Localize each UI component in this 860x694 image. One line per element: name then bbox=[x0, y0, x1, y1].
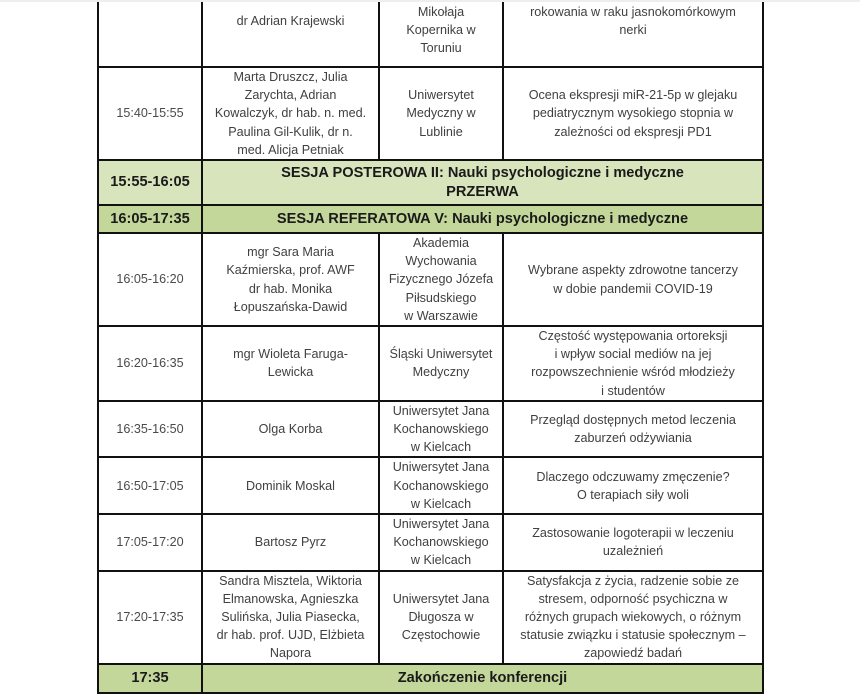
authors-line: Napora bbox=[269, 646, 312, 661]
authors-cell bbox=[202, 0, 379, 67]
talk-row bbox=[98, 457, 763, 514]
authors-line: Kowalczyk, dr hab. n. med. bbox=[214, 106, 367, 121]
institution-cell bbox=[379, 326, 503, 401]
institution-line: Fizycznego Józefa bbox=[388, 272, 494, 287]
title-line: różnych grupach wiekowych, o różnym bbox=[524, 610, 742, 625]
title-line: Częstość występowania ortoreksji bbox=[538, 329, 728, 344]
time-cell: 17:05-17:20 bbox=[98, 514, 202, 571]
institution-line: Piłsudskiego bbox=[405, 290, 477, 305]
time-cell bbox=[98, 0, 202, 67]
institution-line: Śląski Uniwersytet bbox=[389, 347, 493, 362]
talk-row bbox=[98, 401, 763, 458]
section-title bbox=[202, 664, 763, 693]
authors-line: med. Alicja Petniak bbox=[237, 142, 344, 157]
institution-line: Uniwersytet Jana bbox=[392, 460, 490, 475]
institution-line: w Warszawie bbox=[404, 308, 478, 323]
title-line: Satysfakcja z życia, radzenie sobie ze bbox=[526, 573, 740, 588]
institution-line: w Kielcach bbox=[410, 496, 472, 511]
lines-line: SESJA REFERATOWA V: Nauki psychologiczne i medyczne bbox=[276, 210, 689, 227]
authors-cell bbox=[202, 401, 379, 458]
time-cell: 15:40-15:55 bbox=[98, 67, 202, 160]
time-cell: 16:05-17:35 bbox=[98, 205, 202, 233]
institution-cell bbox=[379, 401, 503, 458]
poster-session-row bbox=[98, 160, 763, 205]
title-line: zależności od ekspresji PD1 bbox=[554, 124, 712, 139]
time-cell: 16:20-16:35 bbox=[98, 326, 202, 401]
page-top-edge bbox=[0, 0, 860, 2]
institution-cell bbox=[379, 457, 503, 514]
title-line: i studentów bbox=[601, 383, 665, 398]
institution-line: Akademia bbox=[412, 236, 469, 251]
title-cell bbox=[503, 571, 763, 664]
title-cell bbox=[503, 457, 763, 514]
talk-row bbox=[98, 67, 763, 160]
institution-line: Wychowania bbox=[405, 254, 477, 269]
title-line: statusie związku i statusie społecznym – bbox=[520, 628, 746, 643]
title-cell bbox=[503, 401, 763, 458]
institution-line: Mikołaja bbox=[417, 4, 465, 19]
title-line: rozpowszechnienie wśród młodzieży bbox=[531, 365, 735, 380]
authors-cell bbox=[202, 514, 379, 571]
authors-line: Dominik Moskal bbox=[246, 478, 335, 493]
authors-line: Marta Druszcz, Julia bbox=[233, 70, 348, 84]
institution-cell bbox=[379, 571, 503, 664]
authors-line: Lewicka bbox=[267, 365, 314, 380]
institution-cell bbox=[379, 514, 503, 571]
time-cell: 17:35 bbox=[98, 664, 202, 693]
section-header-row bbox=[98, 664, 763, 693]
authors-line: dr Adrian Krajewski bbox=[236, 13, 345, 28]
title-line: stresem, odporność psychiczna w bbox=[538, 591, 728, 606]
authors-line: Sandra Misztela, Wiktoria bbox=[219, 573, 362, 588]
institution-line: Kochanowskiego bbox=[393, 478, 489, 493]
institution-cell bbox=[379, 233, 503, 326]
institution-line: Częstochowie bbox=[401, 628, 481, 643]
section-header-row bbox=[98, 205, 763, 233]
title-line: Wybrane aspekty zdrowotne tancerzy bbox=[528, 263, 738, 278]
time-cell: 16:05-16:20 bbox=[98, 233, 202, 326]
authors-line: dr hab. prof. UJD, Elżbieta bbox=[216, 628, 365, 643]
poster-session-title bbox=[202, 160, 763, 205]
title-line: zapowiedź badań bbox=[583, 646, 683, 661]
title-line: nerki bbox=[619, 23, 647, 37]
title-line: O terapiach siły woli bbox=[577, 487, 689, 502]
authors-line: Łopuszańska-Dawid bbox=[233, 299, 348, 314]
title-line: w dobie pandemii COVID-19 bbox=[553, 281, 713, 296]
conference-schedule-table bbox=[97, 0, 764, 694]
title-line: zaburzeń odżywiania bbox=[574, 431, 692, 446]
section-title bbox=[202, 205, 763, 233]
time-cell: 16:35-16:50 bbox=[98, 401, 202, 458]
schedule-body bbox=[98, 0, 763, 693]
title-line: Dlaczego odczuwamy zmęczenie? bbox=[536, 469, 730, 484]
talk-row bbox=[98, 514, 763, 571]
authors-line: Bartosz Pyrz bbox=[254, 535, 327, 550]
institution-line: Uniwersytet bbox=[408, 88, 474, 103]
title-line: Ocena ekspresji miR-21-5p w glejaku bbox=[528, 88, 738, 103]
institution-line: Kopernika w bbox=[406, 23, 476, 37]
title-line: rokowania w raku jasnokomórkowym bbox=[530, 4, 736, 19]
authors-cell bbox=[202, 233, 379, 326]
title-cell bbox=[503, 233, 763, 326]
institution-line: Kochanowskiego bbox=[393, 535, 489, 550]
institution-line: w Kielcach bbox=[410, 440, 472, 455]
authors-line: dr hab. Monika bbox=[248, 281, 333, 296]
title-line: Przegląd dostępnych metod leczenia bbox=[530, 412, 736, 427]
time-cell: 16:50-17:05 bbox=[98, 457, 202, 514]
title-cell bbox=[503, 326, 763, 401]
title-line: pediatrycznym wysokiego stopnia w bbox=[532, 106, 734, 121]
title-cell bbox=[503, 67, 763, 160]
authors-cell bbox=[202, 457, 379, 514]
institution-line: Medyczny w bbox=[406, 106, 476, 121]
title-line: i wpływ social mediów na jej bbox=[554, 347, 712, 362]
authors-line: Paulina Gil-Kulik, dr n. bbox=[228, 124, 353, 139]
talk-row bbox=[98, 233, 763, 326]
title-line: uzależnień bbox=[602, 544, 664, 559]
authors-line: Elmanowska, Agnieszka bbox=[222, 591, 359, 606]
authors-line: Sulińska, Julia Piasecka, bbox=[221, 610, 360, 625]
lines-line: Zakończenie konferencji bbox=[397, 669, 568, 686]
talk-row bbox=[98, 0, 763, 67]
lines-line: PRZERWA bbox=[446, 183, 519, 200]
authors-cell bbox=[202, 326, 379, 401]
institution-line: Kochanowskiego bbox=[393, 422, 489, 437]
talk-row bbox=[98, 326, 763, 401]
institution-line: Toruniu bbox=[420, 41, 462, 56]
title-cell bbox=[503, 514, 763, 571]
institution-line: Uniwersytet Jana bbox=[392, 517, 490, 532]
title-line: Zastosowanie logoterapii w leczeniu bbox=[532, 526, 734, 541]
authors-cell bbox=[202, 67, 379, 160]
time-cell: 17:20-17:35 bbox=[98, 571, 202, 664]
institution-cell bbox=[379, 0, 503, 67]
institution-line: Uniwersytet Jana bbox=[392, 403, 490, 418]
institution-line: Lublinie bbox=[419, 124, 463, 139]
title-cell bbox=[503, 0, 763, 67]
authors-line: mgr Wioleta Faruga- bbox=[233, 347, 348, 362]
institution-cell bbox=[379, 67, 503, 160]
time-cell: 15:55-16:05 bbox=[98, 160, 202, 205]
authors-line: Olga Korba bbox=[258, 422, 323, 437]
institution-line: w Kielcach bbox=[410, 553, 472, 568]
lines-line: SESJA POSTEROWA II: Nauki psychologiczne i medyczne bbox=[281, 165, 684, 182]
institution-line: Medyczny bbox=[412, 365, 470, 380]
talk-row bbox=[98, 571, 763, 664]
institution-line: Uniwersytet Jana bbox=[392, 591, 490, 606]
authors-line: mgr Sara Maria bbox=[247, 245, 334, 260]
authors-line: Kaźmierska, prof. AWF bbox=[226, 263, 355, 278]
authors-cell bbox=[202, 571, 379, 664]
institution-line: Długosza w bbox=[408, 610, 474, 625]
authors-line: Zarychta, Adrian bbox=[244, 88, 337, 103]
